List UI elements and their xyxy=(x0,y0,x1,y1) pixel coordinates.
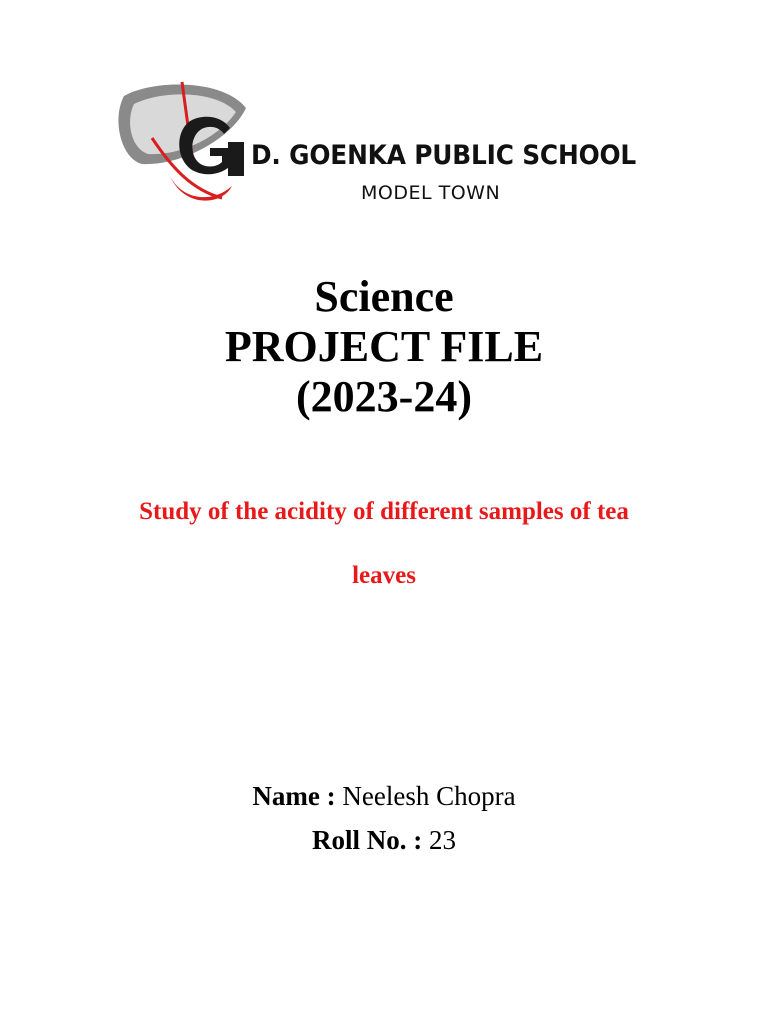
subject-title: Science xyxy=(314,272,454,321)
name-row xyxy=(0,774,768,818)
topic-line-1: Study of the acidity of different samples of tea xyxy=(139,498,629,525)
name-value: Neelesh Chopra xyxy=(342,781,516,811)
school-emblem-icon xyxy=(112,78,252,210)
school-logo xyxy=(112,78,657,210)
project-file-title: PROJECT FILE xyxy=(224,322,544,371)
session-year: (2023-24) xyxy=(296,372,472,421)
school-branch: MODEL TOWN xyxy=(361,182,501,204)
project-topic xyxy=(0,498,768,590)
school-name: D. GOENKA PUBLIC SCHOOL xyxy=(251,140,637,171)
name-label: Name : xyxy=(252,781,336,811)
title-block xyxy=(0,272,768,422)
student-info xyxy=(0,774,768,862)
roll-value: 23 xyxy=(429,825,456,855)
topic-line-2: leaves xyxy=(352,562,416,589)
roll-row xyxy=(0,818,768,862)
roll-label: Roll No. : xyxy=(312,825,423,855)
